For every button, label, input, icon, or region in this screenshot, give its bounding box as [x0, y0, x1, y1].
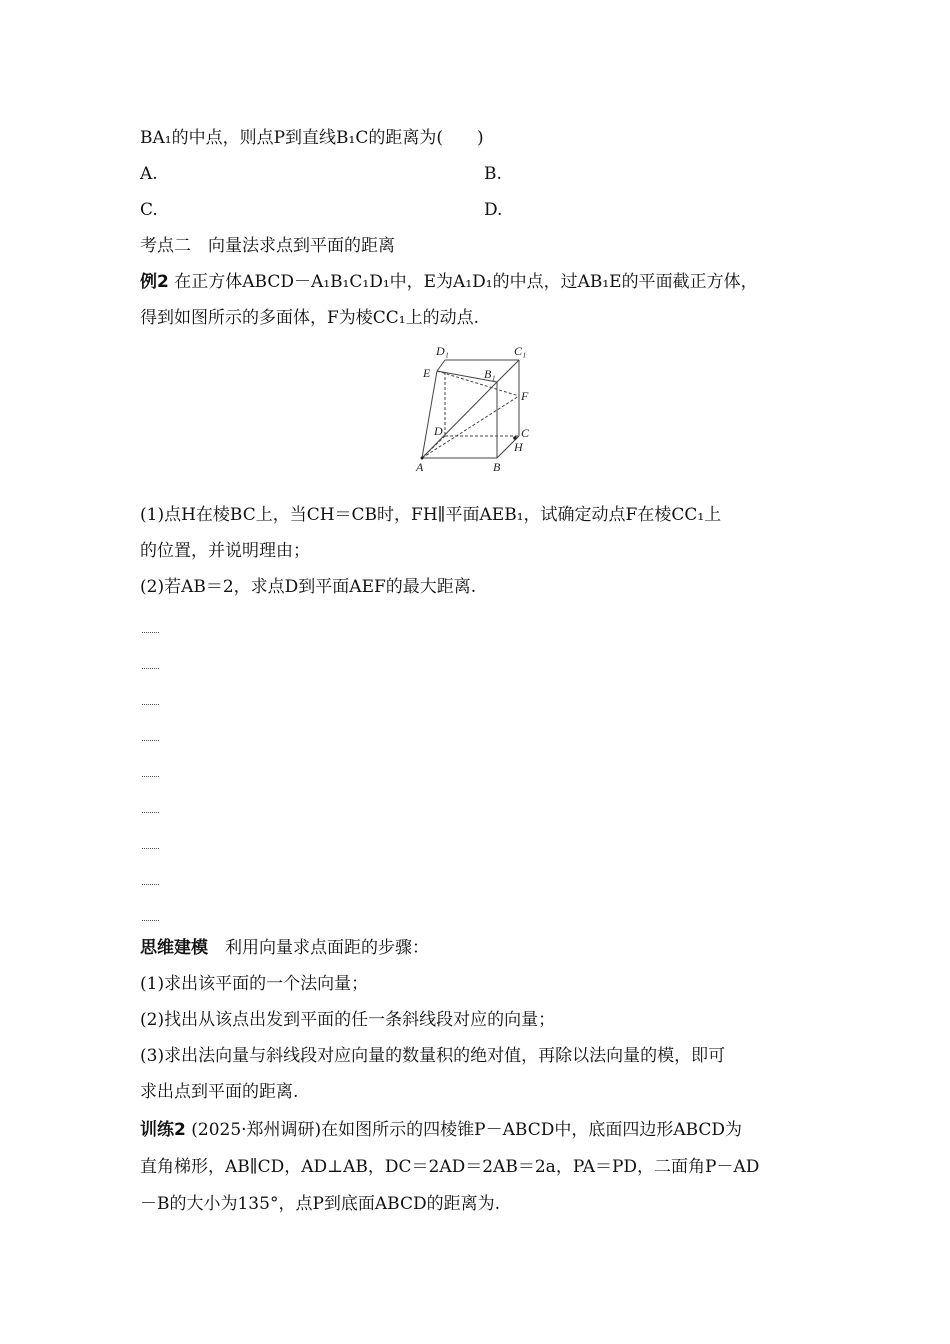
option-b: B.: [484, 164, 502, 184]
label-d: D: [434, 424, 443, 438]
label-f: F: [521, 389, 529, 403]
label-c: C: [521, 426, 530, 440]
thinking-step3-line2: 求出点到平面的距离.: [140, 1082, 299, 1102]
label-d1: D₁: [436, 344, 449, 358]
prev-problem-stem: BA₁的中点，则点P到直线B₁C的距离为( ): [140, 128, 484, 148]
label-b1: B₁: [484, 367, 496, 381]
training2-line2: 直角梯形，AB∥CD，AD⊥AB，DC＝2AD＝2AB＝2a，PA＝PD，二面角P－AD: [140, 1157, 760, 1177]
section-heading: 考点二 向量法求点到平面的距离: [140, 236, 395, 256]
thinking-step2: (2)找出从该点出发到平面的任一条斜线段对应的向量；: [140, 1010, 556, 1030]
example2-line2: 得到如图所示的多面体，F为棱CC₁上的动点.: [140, 308, 480, 328]
example2-line1: [140, 270, 758, 294]
training2-line1: [140, 1118, 742, 1142]
thinking-step3-line1: (3)求出法向量与斜线段对应向量的数量积的绝对值，再除以法向量的模，即可: [140, 1046, 726, 1066]
answer-line[interactable]: [142, 884, 159, 885]
question2: (2)若AB＝2，求点D到平面AEF的最大距离.: [140, 577, 477, 597]
answer-line[interactable]: [142, 740, 159, 741]
label-h: H: [514, 440, 523, 454]
question1-line2: 的位置，并说明理由；: [140, 541, 310, 561]
answer-line[interactable]: [142, 776, 159, 777]
option-a: A.: [140, 164, 158, 184]
training2-text1: (2025·郑州调研)在如图所示的四棱锥P－ABCD中，底面四边形ABCD为: [185, 1120, 743, 1140]
example2-label: 例2: [140, 272, 169, 292]
label-b: B: [493, 460, 501, 474]
question1-line1: (1)点H在棱BC上，当CH＝CB时，FH∥平面AEB₁，试确定动点F在棱CC₁上: [140, 505, 722, 525]
thinking-intro: 利用向量求点面距的步骤：: [208, 938, 429, 958]
option-d: D.: [484, 200, 503, 220]
answer-line[interactable]: [142, 848, 159, 849]
label-c1: C₁: [514, 344, 527, 358]
thinking-label: 思维建模: [140, 938, 208, 958]
training2-line3: －B的大小为135°，点P到底面ABCD的距离为.: [140, 1194, 501, 1214]
answer-line[interactable]: [142, 920, 159, 921]
option-c: C.: [140, 200, 158, 220]
answer-line[interactable]: [142, 704, 159, 705]
example2-text1: 在正方体ABCD－A₁B₁C₁D₁中，E为A₁D₁的中点，过AB₁E的平面截正方体，: [174, 272, 758, 292]
polyhedron-figure: [410, 340, 540, 480]
label-a: A: [416, 460, 424, 474]
answer-line[interactable]: [142, 632, 159, 633]
label-e: E: [423, 366, 431, 380]
answer-line[interactable]: [142, 668, 159, 669]
answer-line[interactable]: [142, 812, 159, 813]
training2-label: 训练2: [140, 1120, 186, 1140]
thinking-step1: (1)求出该平面的一个法向量；: [140, 974, 369, 994]
thinking-intro-line: [140, 936, 429, 960]
